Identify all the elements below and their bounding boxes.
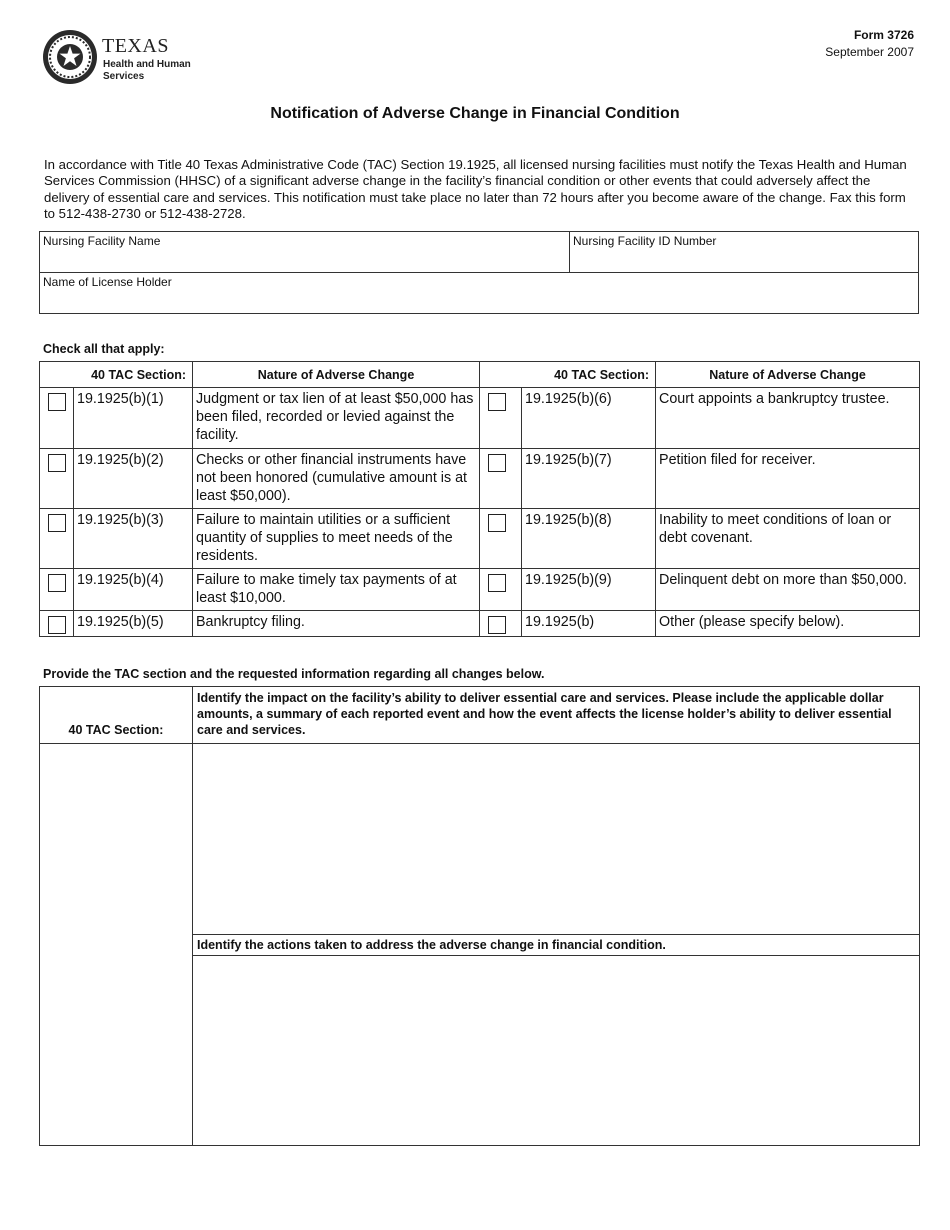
col-header-section-right: 40 TAC Section: [480, 362, 656, 388]
form-date: September 2007 [825, 45, 914, 59]
nature-cell: Failure to maintain utilities or a sufficient quantity of supplies to meet needs of the residents. [193, 509, 480, 569]
nature-cell: Bankruptcy filing. [193, 611, 480, 637]
checkbox-b1[interactable] [48, 393, 66, 411]
section-cell: 19.1925(b)(9) [522, 569, 656, 611]
agency-logo [42, 29, 192, 89]
nature-cell: Delinquent debt on more than $50,000. [656, 569, 920, 611]
facility-name-field[interactable] [40, 232, 570, 273]
actions-entry[interactable] [193, 956, 920, 1146]
checkbox-b5[interactable] [48, 616, 66, 634]
facility-name-label: Nursing Facility Name [43, 234, 161, 248]
checkbox-b7[interactable] [488, 454, 506, 472]
impact-entry[interactable] [193, 744, 920, 935]
checkbox-b8[interactable] [488, 514, 506, 532]
section-cell: 19.1925(b)(7) [522, 449, 656, 509]
tac-section-entry[interactable] [40, 744, 193, 1146]
facility-info-table [39, 231, 919, 314]
nature-cell: Checks or other financial instruments have not been honored (cumulative amount is at least $50,000). [193, 449, 480, 509]
col-header-nature-left: Nature of Adverse Change [193, 362, 480, 388]
license-holder-field[interactable] [40, 273, 919, 314]
col-header-nature-right: Nature of Adverse Change [656, 362, 920, 388]
section-cell: 19.1925(b)(2) [74, 449, 193, 509]
checkbox-b4[interactable] [48, 574, 66, 592]
adverse-change-table [39, 361, 920, 637]
table-header-row [40, 362, 920, 388]
nature-cell: Judgment or tax lien of at least $50,000 has been filed, recorded or levied against the facility. [193, 388, 480, 449]
section-cell: 19.1925(b)(4) [74, 569, 193, 611]
checkbox-b6[interactable] [488, 393, 506, 411]
nature-cell: Inability to meet conditions of loan or debt covenant. [656, 509, 920, 569]
table-row [40, 388, 920, 449]
logo-wordmark: TEXAS [102, 35, 169, 57]
actions-header: Identify the actions taken to address the adverse change in financial condition. [193, 935, 920, 956]
nature-cell: Failure to make timely tax payments of at least $10,000. [193, 569, 480, 611]
texas-seal-icon [42, 29, 98, 85]
facility-id-field[interactable] [570, 232, 919, 273]
col-header-section-left: 40 TAC Section: [40, 362, 193, 388]
page-title: Notification of Adverse Change in Financial Condition [270, 105, 680, 122]
section-cell: 19.1925(b)(3) [74, 509, 193, 569]
checkbox-b2[interactable] [48, 454, 66, 472]
check-all-label: Check all that apply: [43, 342, 165, 356]
table-row [40, 449, 920, 509]
section-cell: 19.1925(b) [522, 611, 656, 637]
details-table [39, 686, 920, 1146]
checkbox-b-other[interactable] [488, 616, 506, 634]
section-cell: 19.1925(b)(5) [74, 611, 193, 637]
logo-subtitle: Health and Human Services [103, 59, 191, 82]
table-row [40, 569, 920, 611]
table-row [40, 509, 920, 569]
section-cell: 19.1925(b)(6) [522, 388, 656, 449]
facility-id-label: Nursing Facility ID Number [573, 234, 717, 248]
table-row [40, 611, 920, 637]
section-cell: 19.1925(b)(8) [522, 509, 656, 569]
form-number: Form 3726 [853, 28, 914, 42]
intro-paragraph: In accordance with Title 40 Texas Administrative Code (TAC) Section 19.1925, all licensed nursing facilities must notify the Texas Health and Human Services Commission (HHSC) of a significant adverse change in the facility’s financial condition or other events that could adversely affect the delivery of essential care and services. This notification must take place no later than 72 hours after you become aware of the change. Fax this form to 512-438-2730 or 512-438-2728. [44, 157, 907, 221]
details-label: Provide the TAC section and the requested information regarding all changes below. [43, 667, 545, 681]
section-cell: 19.1925(b)(1) [74, 388, 193, 449]
details-col-header-section: 40 TAC Section: [40, 687, 193, 744]
checkbox-b3[interactable] [48, 514, 66, 532]
nature-cell: Court appoints a bankruptcy trustee. [656, 388, 920, 449]
nature-cell: Petition filed for receiver. [656, 449, 920, 509]
impact-header: Identify the impact on the facility’s ability to deliver essential care and services. Please include the applicable dollar amounts, a summary of each reported event and how the event affects the license holder’s ability to deliver essential care and services. [193, 687, 920, 744]
license-holder-label: Name of License Holder [43, 275, 172, 289]
nature-cell: Other (please specify below). [656, 611, 920, 637]
checkbox-b9[interactable] [488, 574, 506, 592]
